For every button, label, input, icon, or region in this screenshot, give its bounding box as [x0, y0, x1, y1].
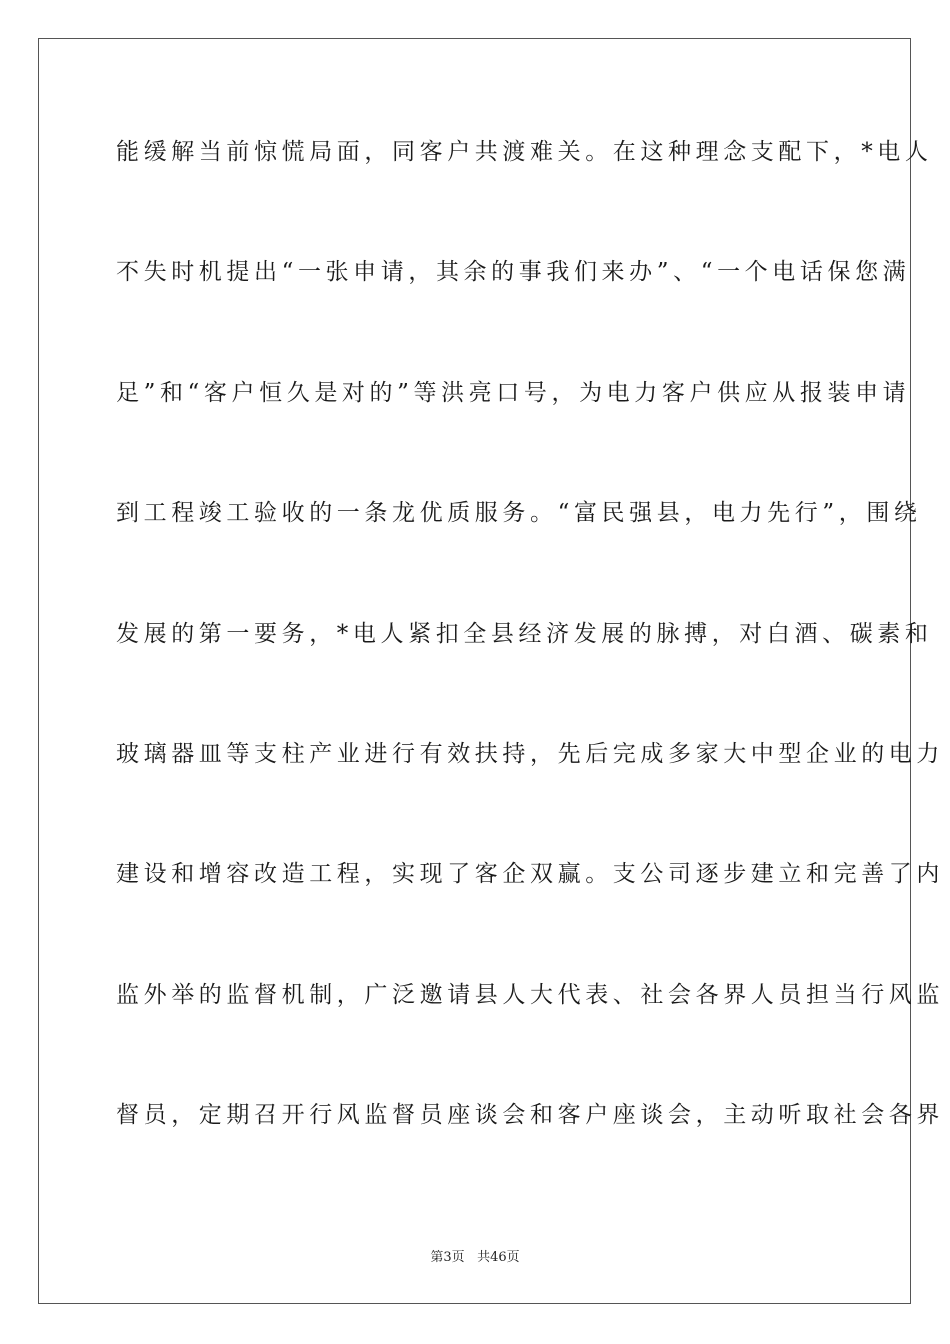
text-line-8: 监外举的监督机制，广泛邀请县人大代表、社会各界人员担当行风监	[116, 981, 944, 1008]
text-line-5: 发展的第一要务，*电人紧扣全县经济发展的脉搏，对白酒、碳素和	[116, 620, 933, 647]
body-text	[116, 128, 944, 1212]
text-line-1: 能缓解当前惊慌局面，同客户共渡难关。在这种理念支配下，*电人	[116, 139, 933, 165]
text-line-2: 不失时机提出“一张申请，其余的事我们来办”、“一个电话保您满	[116, 259, 911, 286]
page-total: 共46页	[477, 1250, 520, 1265]
text-line-9: 督员，定期召开行风监督员座谈会和客户座谈会，主动听取社会各界	[116, 1102, 944, 1129]
text-line-6: 玻璃器皿等支柱产业进行有效扶持，先后完成多家大中型企业的电力	[116, 740, 944, 767]
page-footer	[0, 1246, 950, 1265]
page-number: 第3页	[430, 1250, 465, 1265]
text-line-3: 足”和“客户恒久是对的”等洪亮口号，为电力客户供应从报装申请	[116, 379, 911, 406]
text-line-7: 建设和增容改造工程，实现了客企双赢。支公司逐步建立和完善了内	[116, 861, 944, 888]
text-line-4: 到工程竣工验收的一条龙优质服务。“富民强县，电力先行”，围绕	[116, 500, 922, 527]
